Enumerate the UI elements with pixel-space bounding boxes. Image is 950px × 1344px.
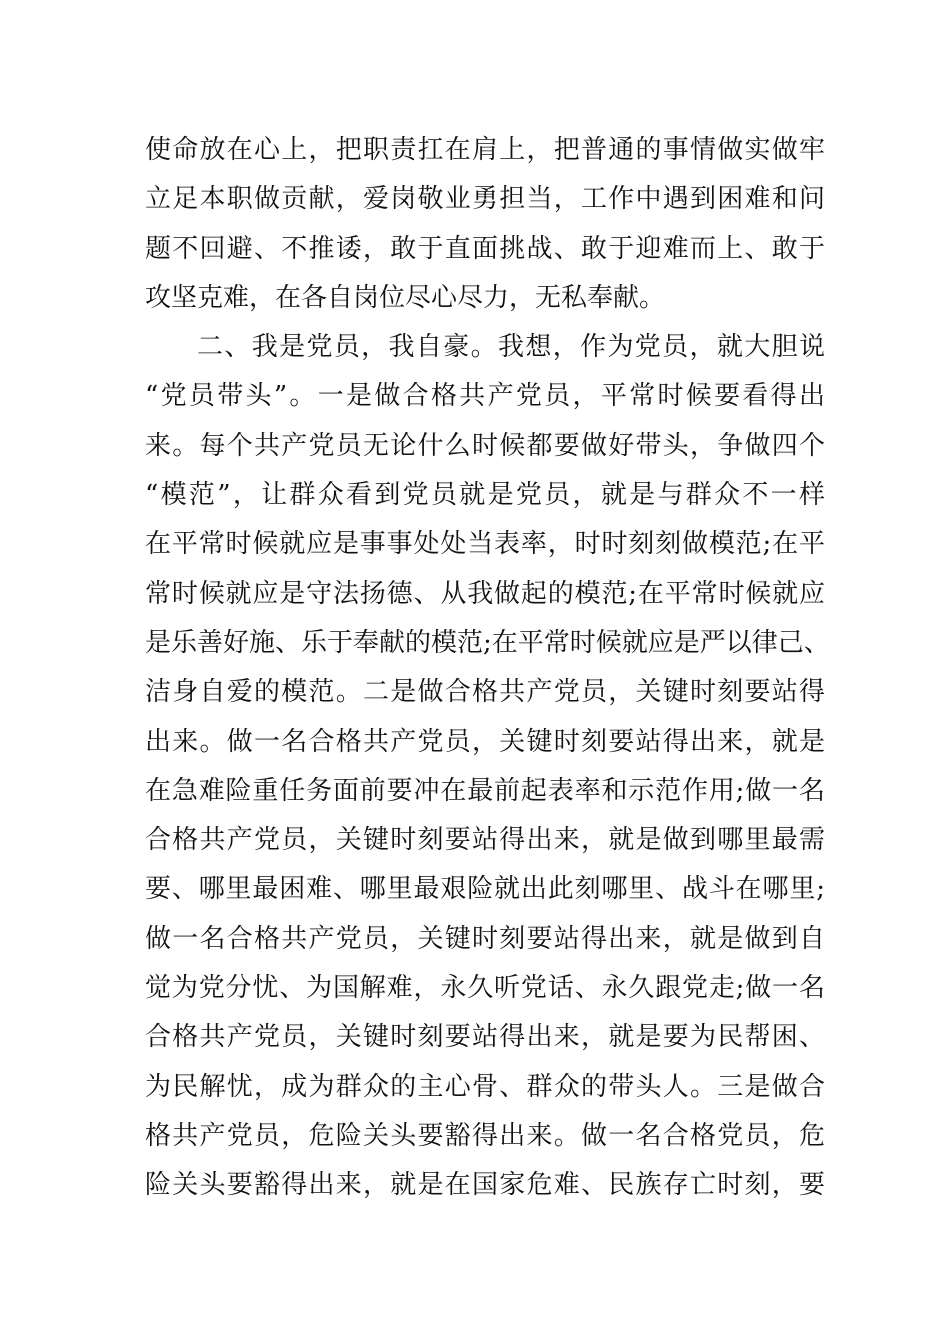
text-line: 使命放在心上，把职责扛在肩上，把普通的事情做实做牢: [145, 135, 825, 165]
text-line: “模范”，让群众看到党员就是党员，就是与群众不一样: [145, 480, 825, 511]
text-line: 题不回避、不推诿，敢于直面挑战、敢于迎难而上、敢于: [145, 233, 825, 264]
paragraph-start-line: 二、我是党员，我自豪。我想，作为党员，就大胆说: [197, 332, 825, 363]
document-body: [145, 126, 830, 1211]
text-line: “党员带头”。一是做合格共产党员，平常时候要看得出: [145, 381, 825, 412]
text-line: 格共产党员，危险关头要豁得出来。做一名合格党员，危: [145, 1120, 825, 1151]
text-line: 常时候就应是守法扬德、从我做起的模范;在平常时候就应: [145, 578, 825, 609]
text-line: 合格共产党员，关键时刻要站得出来，就是要为民帮困、: [145, 1022, 825, 1053]
text-line: 出来。做一名合格共产党员，关键时刻要站得出来，就是: [145, 726, 825, 757]
text-line: 险关头要豁得出来，就是在国家危难、民族存亡时刻，要: [145, 1170, 825, 1201]
text-line: 在平常时候就应是事事处处当表率，时时刻刻做模范;在平: [145, 529, 825, 560]
text-line: 觉为党分忧、为国解难，永久听党话、永久跟党走;做一名: [145, 973, 825, 1004]
text-line: 在急难险重任务面前要冲在最前起表率和示范作用;做一名: [145, 775, 825, 806]
text-line: 攻坚克难，在各自岗位尽心尽力，无私奉献。: [145, 282, 666, 313]
text-line: 是乐善好施、乐于奉献的模范;在平常时候就应是严以律己、: [145, 627, 830, 658]
text-line: 来。每个共产党员无论什么时候都要做好带头，争做四个: [145, 430, 825, 461]
text-line: 做一名合格共产党员，关键时刻要站得出来，就是做到自: [145, 923, 825, 954]
text-line: 要、哪里最困难、哪里最艰险就出此刻哪里、战斗在哪里;: [145, 874, 825, 905]
text-line: 洁身自爱的模范。二是做合格共产党员，关键时刻要站得: [145, 677, 825, 708]
text-line: 为民解忧，成为群众的主心骨、群众的带头人。三是做合: [145, 1071, 825, 1102]
text-line: 立足本职做贡献，爱岗敬业勇担当，工作中遇到困难和问: [145, 184, 825, 215]
text-line: 合格共产党员，关键时刻要站得出来，就是做到哪里最需: [145, 825, 825, 856]
